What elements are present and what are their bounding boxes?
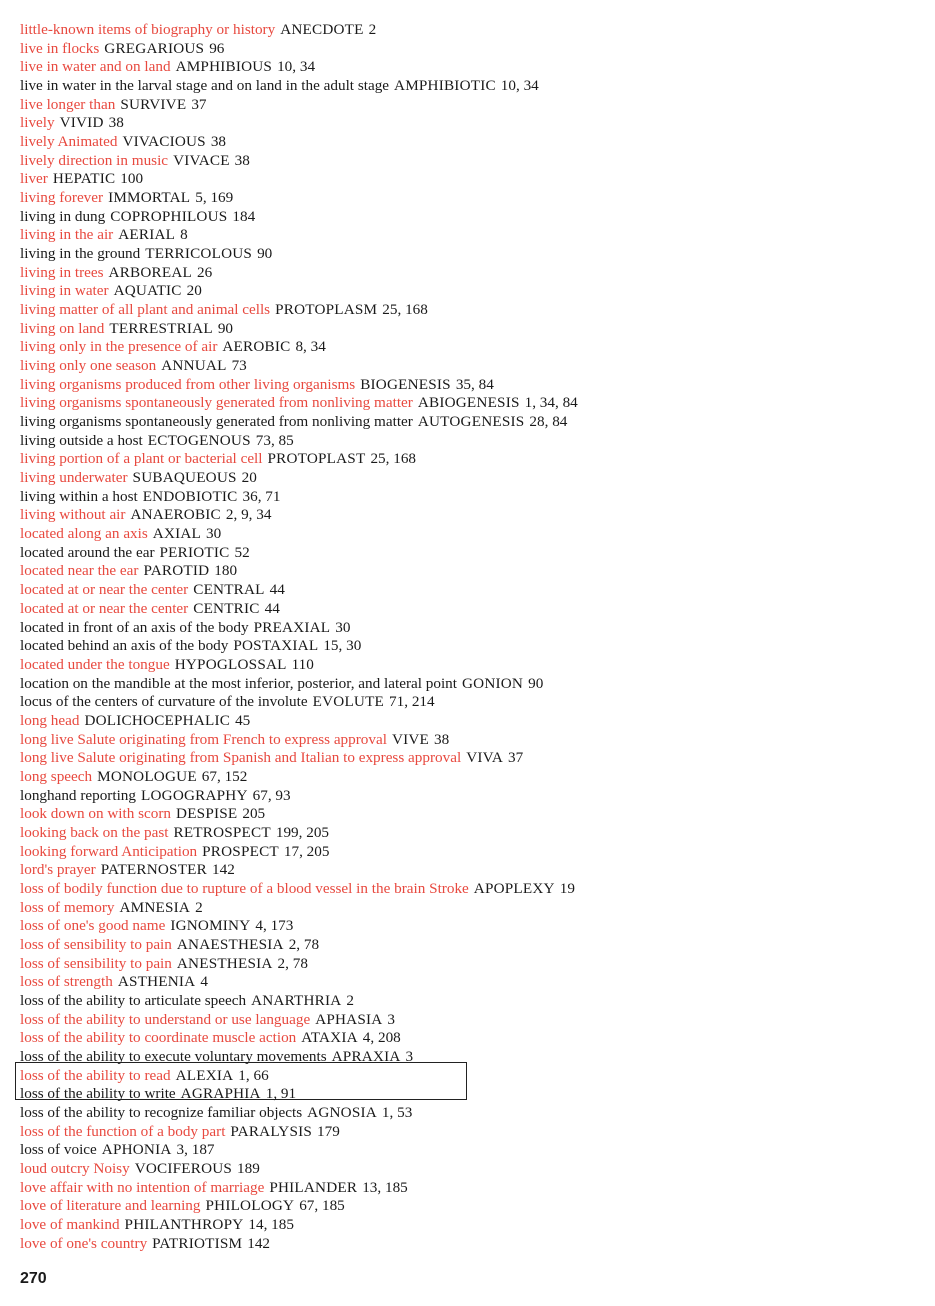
glossary-entry	[20, 880, 920, 899]
entry-definition: long head	[20, 711, 80, 729]
glossary-entry	[20, 58, 920, 77]
glossary-entry	[20, 1179, 920, 1198]
entry-headword: VIVACIOUS	[122, 133, 206, 151]
entry-headword: AMPHIBIOUS	[175, 58, 273, 76]
entry-page-refs: 2, 78	[277, 954, 308, 972]
entry-definition: living matter of all plant and animal cells	[20, 301, 271, 319]
entry-page-refs: 8	[180, 226, 188, 244]
entry-headword: GREGARIOUS	[104, 39, 205, 57]
entry-headword: AMPHIBIOTIC	[394, 77, 496, 95]
entry-definition: little-known items of biography or history	[20, 21, 276, 38]
entry-page-refs: 67, 185	[299, 1197, 345, 1215]
entry-headword: PROSPECT	[202, 842, 279, 860]
entry-definition: loss of the ability to understand or use language	[20, 1010, 311, 1028]
glossary-entry	[20, 1123, 920, 1142]
glossary-entry	[20, 544, 920, 563]
entry-headword: ENDOBIOTIC	[142, 487, 238, 505]
entry-page-refs: 142	[212, 861, 235, 879]
entry-page-refs: 2	[368, 21, 377, 38]
glossary-entry	[20, 133, 920, 152]
glossary-entry	[20, 394, 920, 413]
entry-definition: loss of the ability to execute voluntary movements	[20, 1047, 327, 1065]
entry-page-refs: 35, 84	[455, 375, 494, 393]
entry-definition: loss of memory	[20, 898, 115, 916]
glossary-entry	[20, 189, 920, 208]
glossary-entry	[20, 21, 920, 40]
entry-page-refs: 3, 187	[176, 1141, 215, 1159]
entry-page-refs: 5, 169	[195, 189, 234, 207]
entry-definition: located at or near the center	[20, 599, 189, 617]
entry-headword: ANAESTHESIA	[176, 935, 284, 953]
entry-page-refs: 1, 34, 84	[524, 394, 578, 412]
entry-definition: loss of the ability to articulate speech	[20, 991, 247, 1009]
glossary-entry	[20, 1029, 920, 1048]
glossary-entry	[20, 40, 920, 59]
glossary-entry	[20, 712, 920, 731]
entry-headword: PATERNOSTER	[100, 861, 207, 879]
entry-definition: looking forward Anticipation	[20, 842, 198, 860]
entry-definition: living in dung	[20, 207, 106, 225]
entry-headword: RETROSPECT	[173, 823, 271, 841]
entry-headword: ANAEROBIC	[130, 506, 221, 524]
entry-page-refs: 13, 185	[362, 1178, 408, 1196]
glossary-entry	[20, 357, 920, 376]
entry-page-refs: 1, 91	[265, 1085, 297, 1103]
page-number: 270	[20, 1270, 47, 1287]
entry-headword: ANNUAL	[161, 357, 227, 375]
glossary-entry	[20, 1104, 920, 1123]
entry-definition: loss of the ability to write	[20, 1085, 176, 1103]
entry-definition: live in flocks	[20, 39, 100, 57]
entry-definition: location on the mandible at the most inferior, posterior, and lateral point	[20, 674, 457, 692]
entry-headword: IMMORTAL	[108, 189, 191, 207]
entry-page-refs: 10, 34	[500, 77, 539, 95]
entry-definition: looking back on the past	[20, 823, 169, 841]
glossary-entry	[20, 693, 920, 712]
entry-headword: HEPATIC	[52, 170, 116, 188]
entry-headword: VIVE	[391, 730, 430, 748]
entry-definition: loss of the ability to coordinate muscle action	[20, 1029, 297, 1047]
glossary-entry	[20, 450, 920, 469]
entry-headword: DOLICHOCEPHALIC	[84, 711, 231, 729]
entry-headword: VIVID	[59, 114, 104, 132]
entry-page-refs: 38	[210, 133, 226, 151]
entry-definition: living without air	[20, 506, 126, 524]
entry-headword: CENTRAL	[193, 581, 265, 599]
entry-page-refs: 52	[234, 543, 250, 561]
entry-definition: love of literature and learning	[20, 1197, 201, 1215]
entry-definition: liver	[20, 170, 48, 188]
entry-headword: ALEXIA	[175, 1066, 234, 1084]
glossary-entry	[20, 96, 920, 115]
entry-page-refs: 44	[264, 599, 280, 617]
glossary-entry	[20, 768, 920, 787]
entry-page-refs: 28, 84	[529, 413, 568, 431]
entry-headword: EVOLUTE	[312, 693, 385, 711]
entry-page-refs: 38	[108, 114, 124, 132]
entry-headword: VIVACE	[173, 151, 230, 169]
entry-definition: loss of the ability to read	[20, 1066, 171, 1084]
entry-page-refs: 4, 208	[362, 1029, 401, 1047]
entry-headword: PAROTID	[143, 562, 210, 580]
entry-definition: longhand reporting	[20, 786, 136, 804]
entry-page-refs: 67, 93	[252, 786, 291, 804]
glossary-entry	[20, 320, 920, 339]
entry-page-refs: 37	[508, 749, 524, 767]
entry-page-refs: 15, 30	[323, 637, 362, 655]
entry-definition: love affair with no intention of marriage	[20, 1178, 265, 1196]
glossary-entry	[20, 170, 920, 189]
entry-definition: located at or near the center	[20, 581, 189, 599]
glossary-entry	[20, 376, 920, 395]
entry-headword: PHILOLOGY	[205, 1197, 295, 1215]
entry-headword: APHASIA	[315, 1010, 383, 1028]
glossary-entry	[20, 861, 920, 880]
entry-headword: AEROBIC	[222, 338, 291, 356]
glossary-entry	[20, 787, 920, 806]
glossary-entry	[20, 264, 920, 283]
entry-page-refs: 20	[186, 282, 202, 300]
entry-definition: living in water	[20, 282, 109, 300]
entry-page-refs: 38	[434, 730, 450, 748]
entry-headword: APHONIA	[101, 1141, 172, 1159]
entry-page-refs: 17, 205	[283, 842, 330, 860]
entry-headword: ASTHENIA	[117, 973, 196, 991]
entry-definition: loss of voice	[20, 1141, 97, 1159]
entry-headword: TERRICOLOUS	[145, 245, 253, 263]
glossary-entry	[20, 77, 920, 96]
glossary-entry	[20, 245, 920, 264]
glossary-entry	[20, 413, 920, 432]
entry-definition: living organisms spontaneously generated from nonliving matter	[20, 413, 413, 431]
entry-page-refs: 205	[242, 805, 266, 823]
entry-page-refs: 90	[217, 319, 234, 337]
glossary-entry	[20, 656, 920, 675]
entry-definition: living within a host	[20, 487, 138, 505]
entry-page-refs: 199, 205	[275, 823, 329, 841]
entry-headword: AQUATIC	[113, 282, 182, 300]
entry-page-refs: 3	[405, 1047, 414, 1065]
entry-page-refs: 67, 152	[201, 767, 248, 785]
entry-page-refs: 184	[232, 207, 256, 225]
entry-page-refs: 73	[231, 357, 247, 375]
glossary-entry	[20, 600, 920, 619]
entry-page-refs: 3	[387, 1010, 396, 1028]
entry-headword: PHILANTHROPY	[124, 1216, 244, 1233]
entry-definition: long live Salute originating from Spanish and Italian to express approval	[20, 749, 462, 767]
entry-headword: ECTOGENOUS	[147, 431, 251, 449]
entry-definition: live in water in the larval stage and on land in the adult stage	[20, 77, 390, 95]
entry-headword: VIVA	[466, 749, 503, 767]
entry-headword: AGNOSIA	[307, 1103, 377, 1121]
entry-headword: PERIOTIC	[159, 543, 230, 561]
entry-page-refs: 189	[237, 1159, 260, 1177]
entry-headword: MONOLOGUE	[97, 767, 197, 785]
glossary-entry	[20, 562, 920, 581]
entry-headword: PREAXIAL	[253, 618, 331, 636]
entry-headword: PROTOPLAST	[267, 450, 366, 468]
entry-definition: living underwater	[20, 469, 128, 487]
entry-page-refs: 19	[559, 879, 575, 897]
entry-headword: CENTRIC	[193, 599, 260, 617]
entry-definition: loss of the function of a body part	[20, 1122, 226, 1140]
entry-definition: located under the tongue	[20, 655, 170, 673]
entry-page-refs: 2	[346, 991, 354, 1009]
glossary-entry	[20, 619, 920, 638]
entry-headword: ANESTHESIA	[176, 954, 273, 972]
entry-definition: located behind an axis of the body	[20, 637, 229, 655]
entry-definition: living in trees	[20, 263, 104, 281]
entry-page-refs: 10, 34	[277, 58, 316, 76]
entry-headword: POSTAXIAL	[233, 637, 319, 655]
glossary-entry	[20, 917, 920, 936]
entry-page-refs: 1, 66	[238, 1066, 269, 1084]
glossary-entry	[20, 152, 920, 171]
entry-headword: VOCIFEROUS	[134, 1159, 233, 1177]
glossary-entry	[20, 226, 920, 245]
glossary-entry	[20, 637, 920, 656]
entry-definition: living organisms spontaneously generated from nonliving matter	[20, 394, 413, 412]
entry-headword: APRAXIA	[331, 1047, 401, 1065]
glossary-entry	[20, 338, 920, 357]
entry-headword: COPROPHILOUS	[110, 207, 228, 225]
glossary-entry	[20, 824, 920, 843]
entry-definition: living only one season	[20, 357, 157, 375]
entry-page-refs: 100	[120, 170, 144, 188]
entry-definition: look down on with scorn	[20, 805, 172, 823]
glossary-entry	[20, 955, 920, 974]
entry-page-refs: 38	[234, 151, 250, 169]
entry-page-refs: 96	[209, 39, 225, 57]
entry-headword: LOGOGRAPHY	[141, 786, 248, 804]
entry-page-refs: 20	[241, 469, 257, 487]
entry-page-refs: 90	[257, 245, 273, 263]
entry-definition: living in the air	[20, 226, 114, 244]
entry-page-refs: 2, 78	[288, 935, 320, 953]
entry-definition: living in the ground	[20, 245, 141, 263]
entry-definition: locus of the centers of curvature of the involute	[20, 693, 308, 711]
glossary-entry	[20, 1197, 920, 1216]
entry-definition: loss of one's good name	[20, 917, 166, 935]
entry-headword: GONION	[462, 674, 524, 692]
entry-headword: AUTOGENESIS	[417, 413, 525, 431]
glossary-entry	[20, 1235, 920, 1254]
entry-headword: IGNOMINY	[170, 917, 251, 935]
glossary-entry	[20, 1160, 920, 1179]
glossary-entry	[20, 675, 920, 694]
entry-page-refs: 37	[191, 95, 207, 113]
entry-definition: located near the ear	[20, 562, 139, 580]
entry-headword: ATAXIA	[301, 1029, 358, 1047]
glossary-entry	[20, 749, 920, 768]
entry-definition: living only in the presence of air	[20, 338, 218, 356]
entry-definition: loss of sensibility to pain	[20, 935, 172, 953]
glossary-entry	[20, 1011, 920, 1030]
entry-page-refs: 4	[200, 973, 208, 991]
entry-page-refs: 30	[335, 618, 351, 636]
entry-definition: lively	[20, 114, 55, 132]
entry-page-refs: 2, 9, 34	[225, 506, 272, 524]
entry-headword: ANARTHRIA	[251, 991, 342, 1009]
glossary-entry	[20, 1141, 920, 1160]
entry-page-refs: 26	[196, 263, 213, 281]
glossary-entry	[20, 992, 920, 1011]
entry-page-refs: 1, 53	[381, 1103, 413, 1121]
entry-headword: ABIOGENESIS	[417, 394, 520, 412]
entry-definition: loss of strength	[20, 973, 113, 991]
highlight-box	[15, 1062, 467, 1103]
glossary-entry	[20, 432, 920, 451]
glossary-entry	[20, 114, 920, 133]
glossary-entry	[20, 488, 920, 507]
glossary-entry	[20, 506, 920, 525]
glossary-entry	[20, 1216, 920, 1235]
glossary-entry	[20, 973, 920, 992]
entry-headword: DESPISE	[176, 805, 238, 823]
entry-definition: live in water and on land	[20, 58, 171, 76]
entry-page-refs: 110	[291, 655, 314, 673]
entry-definition: located around the ear	[20, 543, 155, 561]
entry-headword: AMNESIA	[119, 898, 191, 916]
entry-definition: living organisms produced from other living organisms	[20, 375, 356, 393]
entry-definition: living on land	[20, 319, 105, 337]
entry-page-refs: 90	[528, 674, 544, 692]
entry-page-refs: 25, 168	[382, 301, 428, 319]
entry-page-refs: 4, 173	[255, 917, 294, 935]
entry-page-refs: 44	[269, 581, 285, 599]
glossary-entry	[20, 805, 920, 824]
entry-headword: HYPOGLOSSAL	[174, 655, 287, 673]
entry-page-refs: 71, 214	[389, 693, 435, 711]
entry-headword: ARBOREAL	[108, 263, 192, 281]
entry-headword: BIOGENESIS	[360, 375, 451, 393]
glossary-entry	[20, 282, 920, 301]
entry-definition: lively direction in music	[20, 151, 169, 169]
entry-headword: SUBAQUEOUS	[132, 469, 237, 487]
entry-headword: PROTOPLASM	[275, 301, 378, 319]
glossary-entry	[20, 936, 920, 955]
entry-headword: PATRIOTISM	[152, 1234, 243, 1252]
entry-page-refs: 36, 71	[242, 487, 281, 505]
entry-headword: AXIAL	[152, 525, 202, 543]
entry-definition: love of mankind	[20, 1216, 120, 1233]
entry-headword: PARALYSIS	[230, 1122, 313, 1140]
glossary-entry	[20, 301, 920, 320]
entry-definition: located along an axis	[20, 525, 148, 543]
entry-page-refs: 8, 34	[295, 338, 326, 356]
glossary-entry	[20, 731, 920, 750]
entry-page-refs: 25, 168	[370, 450, 416, 468]
entry-headword: APOPLEXY	[473, 879, 555, 897]
glossary-entry	[20, 581, 920, 600]
entry-definition: lord's prayer	[20, 861, 96, 879]
entry-page-refs: 180	[214, 562, 238, 580]
glossary-entry	[20, 469, 920, 488]
glossary-entry	[20, 843, 920, 862]
entry-page-refs: 73, 85	[255, 431, 294, 449]
entry-definition: long live Salute originating from French to express approval	[20, 730, 387, 748]
entry-page-refs: 30	[206, 525, 222, 543]
glossary-entry	[20, 525, 920, 544]
entry-definition: live longer than	[20, 95, 116, 113]
entry-definition: loss of bodily function due to rupture of a blood vessel in the brain Stroke	[20, 879, 469, 897]
entry-page-refs: 45	[235, 711, 251, 729]
entry-headword: ANECDOTE	[280, 21, 364, 38]
entry-definition: loss of the ability to recognize familiar objects	[20, 1103, 303, 1121]
entry-page-refs: 14, 185	[248, 1216, 294, 1233]
entry-page-refs: 142	[247, 1234, 271, 1252]
entry-page-refs: 179	[317, 1122, 340, 1140]
entry-headword: SURVIVE	[120, 95, 187, 113]
entry-definition: located in front of an axis of the body	[20, 618, 249, 636]
entry-definition: love of one's country	[20, 1234, 148, 1252]
glossary-entry	[20, 208, 920, 227]
entry-definition: loss of sensibility to pain	[20, 954, 172, 972]
entry-page-refs: 2	[195, 898, 203, 916]
entry-definition: living portion of a plant or bacterial cell	[20, 450, 263, 468]
glossary-entry	[20, 899, 920, 918]
entry-definition: lively Animated	[20, 133, 118, 151]
entry-headword: TERRESTRIAL	[109, 319, 213, 337]
entry-definition: living outside a host	[20, 431, 143, 449]
entry-definition: loud outcry Noisy	[20, 1159, 130, 1177]
entry-definition: long speech	[20, 767, 93, 785]
entry-definition: living forever	[20, 189, 104, 207]
entry-headword: AGRAPHIA	[180, 1085, 261, 1103]
entry-headword: AERIAL	[118, 226, 176, 244]
entry-headword: PHILANDER	[269, 1178, 358, 1196]
